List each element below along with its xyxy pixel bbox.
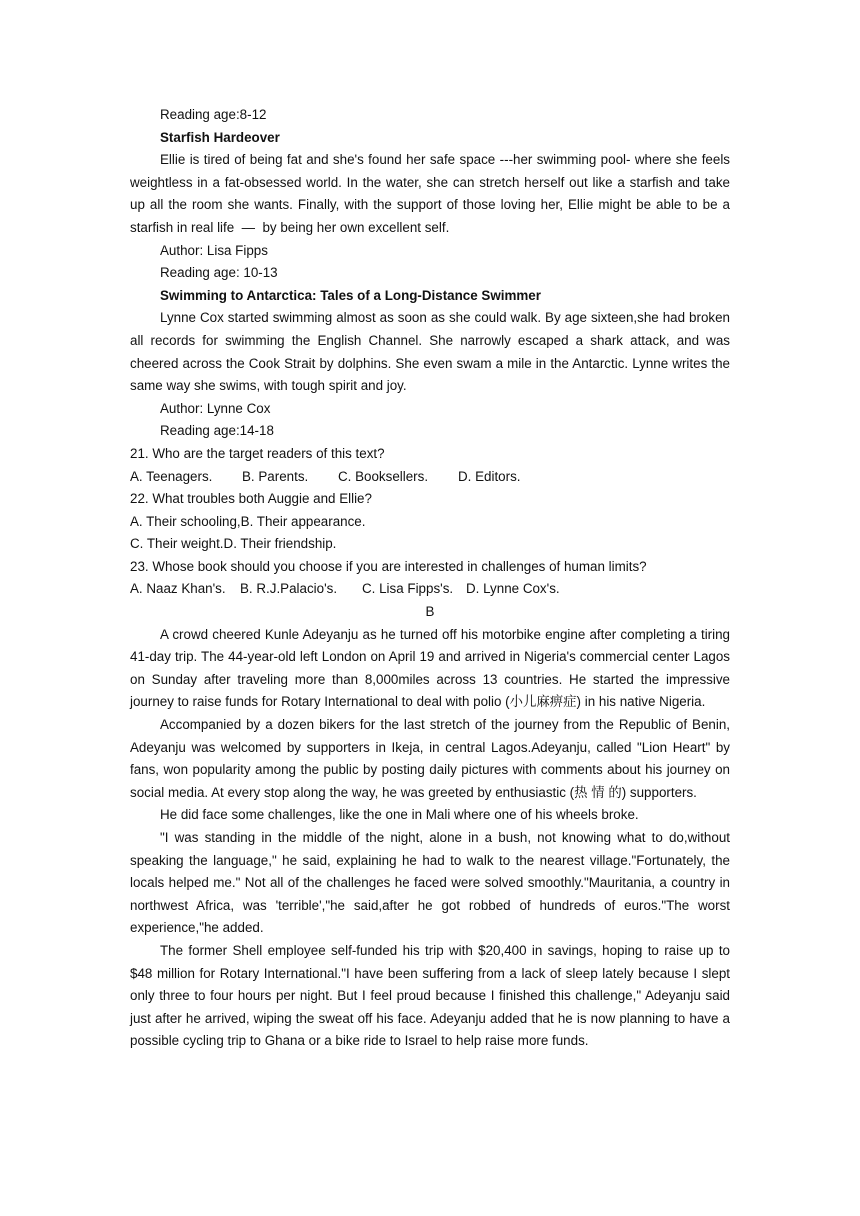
book-description-swimming: Lynne Cox started swimming almost as soon as she could walk. By age sixteen,she had broken all records for swimming the English Channel. She narrowly escaped a shark attack, and was cheered across the Cook Strait by dolphins. She even swam a mile in the Antarctic. Lynne writes the same way she swims, with tough spirit and joy. xyxy=(130,310,730,394)
reading-age-label: Reading age: 10-13 xyxy=(160,265,278,281)
question-21-options xyxy=(130,466,730,489)
option-a: A. Naaz Khan's. xyxy=(130,581,226,597)
option-c: C. Lisa Fipps's. xyxy=(362,581,454,597)
section-heading-b: B xyxy=(425,604,435,620)
author-lynne-cox: Author: Lynne Cox xyxy=(160,400,271,416)
passage-paragraph: A crowd cheered Kunle Adeyanju as he turned off his motorbike engine after completing a tiring 41-day trip. The 44-year-old left London on April 19 and arrived in Nigeria's commercial center Lagos on Sunday after traveling more than 8,000miles across 13 countries. He started the impressive journey to raise funds for Rotary International to deal with polio (小儿麻痹症) in his native Nigeria. xyxy=(130,626,730,710)
reading-age-label: Reading age:8-12 xyxy=(160,107,267,122)
author-lisa-fipps: Author: Lisa Fipps xyxy=(160,242,268,258)
question-21: 21. Who are the target readers of this text? xyxy=(130,445,385,461)
book-title-swimming-to-antarctica: Swimming to Antarctica: Tales of a Long-Distance Swimmer xyxy=(160,287,541,303)
book-title-starfish: Starfish Hardeover xyxy=(160,129,280,145)
question-23-options xyxy=(130,578,730,601)
option-b: B. R.J.Palacio's. xyxy=(240,581,338,597)
passage-paragraph: The former Shell employee self-funded his trip with $20,400 in savings, hoping to raise up to $48 million for Rotary International."I have been suffering from a lack of sleep lately because I slept only three to four hours per night. But I feel proud because I finished this challenge," Adeyanju said just after he arrived, wiping the sweat off his face. Adeyanju added that he is now planning to have a possible cycling trip to Ghana or a bike ride to Israel to help raise more funds. xyxy=(130,942,730,1049)
question-22-options-cd: C. Their weight.D. Their friendship. xyxy=(130,536,337,552)
question-22-options-ab: A. Their schooling,B. Their appearance. xyxy=(130,513,366,529)
passage-paragraph: Accompanied by a dozen bikers for the last stretch of the journey from the Republic of Benin, Adeyanju was welcomed by supporters in Ikeja, in central Lagos.Adeyanju, called "Lion Heart" by fans, won popularity among the public by posting daily pictures with comments about his journey on social media. At every stop along the way, he was greeted by enthusiastic (热 情 的) supporters. xyxy=(130,717,730,800)
option-b: B. Parents. xyxy=(242,468,309,484)
option-d: D. Lynne Cox's. xyxy=(466,581,560,597)
reading-age-label: Reading age:14-18 xyxy=(160,423,274,439)
option-a: A. Teenagers. xyxy=(130,468,213,484)
option-d: D. Editors. xyxy=(458,468,521,484)
option-c: C. Booksellers. xyxy=(338,468,429,484)
question-23: 23. Whose book should you choose if you are interested in challenges of human limits? xyxy=(130,558,647,574)
passage-paragraph: He did face some challenges, like the one in Mali where one of his wheels broke. xyxy=(160,807,639,823)
question-22: 22. What troubles both Auggie and Ellie? xyxy=(130,491,372,507)
book-description-starfish: Ellie is tired of being fat and she's found her safe space ---her swimming pool- where she feels weightless in a fat-obsessed world. In the water, she can stretch herself out like a starfish and take up all the room she wants. Finally, with the support of those loving her, Ellie might be able to be a starfish in real life — by being her own excellent self. xyxy=(130,152,730,235)
passage-paragraph: "I was standing in the middle of the night, alone in a bush, not knowing what to do,without speaking the language," he said, explaining he had to walk to the nearest village."Fortunately, the locals helped me." Not all of the challenges he faced were solved smoothly."Mauritania, a country in northwest Africa, was 'terrible',"he said,after he got robbed of hundreds of euros."The worst experience,"he added. xyxy=(130,830,730,936)
